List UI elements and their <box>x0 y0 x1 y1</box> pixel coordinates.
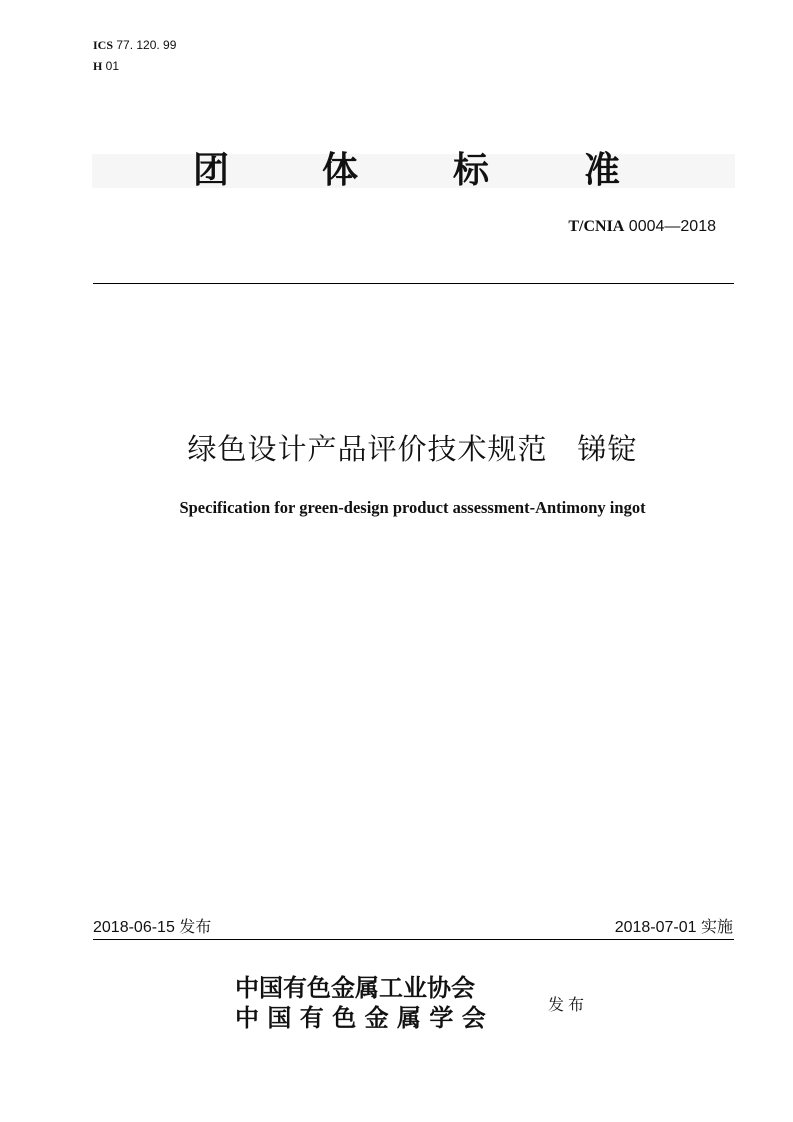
publisher-org-2: 中国有色金属学会 <box>235 1006 495 1032</box>
chinese-title: 绿色设计产品评价技术规范 锑锭 <box>187 434 638 466</box>
ccs-value: 01 <box>102 59 120 73</box>
publisher-org-1: 中国有色金属工业协会 <box>235 976 475 1002</box>
english-title: Specification for green-design product assessment-Antimony ingot <box>179 498 646 517</box>
publish-label: 发布 <box>548 997 589 1014</box>
banner-char-2: 体 <box>322 149 359 190</box>
implement-date: 2018-07-01 实施 <box>614 919 733 936</box>
ccs-code <box>93 59 119 73</box>
standard-code: 0004—2018 <box>624 218 716 235</box>
bottom-divider <box>93 939 734 940</box>
banner-char-3: 标 <box>453 149 490 190</box>
ics-label: ICS <box>93 38 114 52</box>
ics-code <box>93 38 176 52</box>
banner-char-4: 准 <box>584 149 621 190</box>
ics-value: 77. 120. 99 <box>113 38 177 52</box>
banner-char-1: 团 <box>193 149 230 190</box>
issue-date: 2018-06-15 发布 <box>93 919 212 936</box>
standard-prefix: T/CNIA <box>568 218 625 235</box>
title-band <box>92 154 735 188</box>
top-divider <box>93 283 734 284</box>
ccs-label: H <box>93 59 103 73</box>
standard-number <box>568 217 716 237</box>
